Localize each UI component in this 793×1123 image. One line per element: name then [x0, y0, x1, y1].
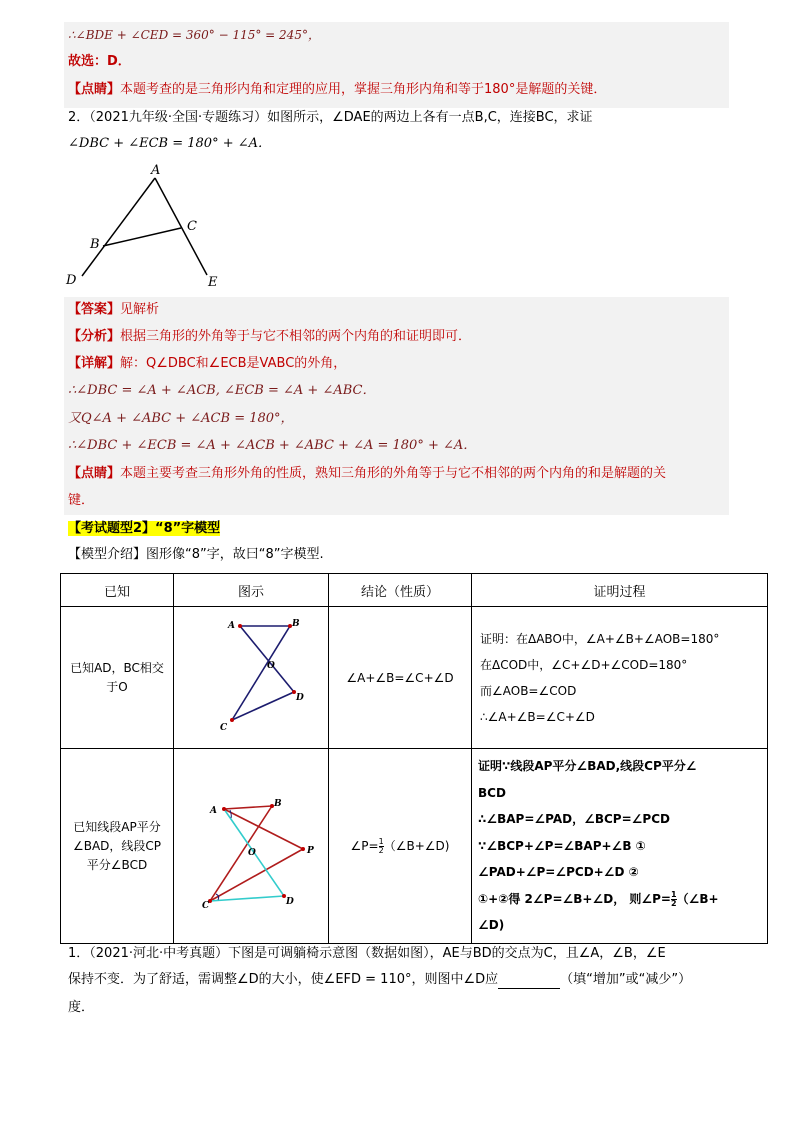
proof-line: 证明∵线段AP平分∠BAD,线段CP平分∠: [478, 759, 697, 774]
answer-tag: 【答案】: [68, 302, 121, 317]
header-conclusion: 结论（性质）: [329, 574, 472, 607]
label-d: D: [286, 897, 294, 907]
analysis-tag: 【分析】: [68, 329, 121, 344]
segment-bc: [103, 228, 181, 246]
label-a: A: [151, 163, 161, 178]
section-title: [68, 520, 220, 538]
segment-ab: [224, 806, 272, 809]
question-2-statement: ∠DBC + ∠ECB = 180° + ∠A．: [68, 136, 272, 151]
eight-bisector-figure: [174, 766, 326, 926]
answer-choice: 故选：D．: [68, 54, 131, 69]
label-c: C: [202, 901, 210, 911]
label-b: B: [274, 799, 282, 809]
detail-step-2: 又Q∠A + ∠ABC + ∠ACB = 180°，: [68, 411, 294, 426]
fraction-numerator: 1: [378, 837, 384, 846]
ray-ad: [82, 178, 155, 276]
header-proof: 证明过程: [472, 574, 768, 607]
point-text: 本题主要考查三角形外角的性质，熟知三角形的外角等于与它不相邻的两个内角的和是解题的关: [120, 466, 667, 481]
fraction-denominator: 2: [378, 846, 384, 855]
detail-step-1: ∴∠DBC = ∠A + ∠ACB, ∠ECB = ∠A + ∠ABC．: [68, 383, 376, 398]
label-d: D: [66, 273, 77, 288]
point-p: [301, 847, 305, 851]
question-1-line-2-suffix: （填“增加”或“减少”）: [560, 972, 692, 987]
row2-figure-cell: [174, 749, 329, 944]
ray-ae: [155, 178, 207, 275]
question-1-line-3: 度．: [68, 1000, 95, 1015]
label-o: O: [248, 848, 256, 858]
proof-last-prefix: ①+②得 2∠P=∠B+∠D， 则∠P=: [478, 891, 671, 906]
row2-conclusion: [329, 749, 472, 944]
section-title-text: 【考试题型2】“8”字模型: [68, 521, 221, 536]
answer-line: [68, 301, 159, 319]
segment-cd: [210, 896, 284, 901]
answer-blank[interactable]: [498, 974, 560, 989]
row1-proof: [472, 607, 768, 749]
proof-line: ∠D): [478, 918, 505, 933]
eight-figure: [174, 608, 326, 748]
row1-proof-lines: [480, 626, 759, 730]
header-figure: 图示: [174, 574, 329, 607]
conclusion-prefix: ∠P=: [350, 839, 379, 853]
fraction-denominator: 2: [670, 898, 677, 908]
question-1-line-2: [68, 971, 691, 989]
solution-line: ∴∠BDE + ∠CED = 360° − 115° = 245°，: [68, 28, 320, 42]
conclusion-suffix: （∠B+∠D): [383, 839, 450, 853]
proof-line: 在ΔCOD中，∠C+∠D+∠COD=180°: [480, 657, 688, 672]
table-header-row: [61, 574, 768, 607]
proof-line: BCD: [478, 785, 506, 800]
row2-proof-lines: [478, 753, 761, 939]
label-o: O: [267, 660, 275, 671]
point-line-2: 键．: [68, 493, 95, 508]
point-line: [68, 465, 666, 483]
proof-line: ∴∠A+∠B=∠C+∠D: [480, 709, 595, 724]
row2-known: 已知线段AP平分∠BAD，线段CP平分∠BCD: [61, 749, 174, 944]
question-2-text: 2．（2021九年级·全国·专题练习）如图所示，∠DAE的两边上各有一点B,C，连接BC，求证: [68, 110, 593, 125]
proof-line: ∵∠BCP+∠P=∠BAP+∠B ①: [478, 838, 646, 853]
fraction-numerator: 1: [670, 889, 677, 899]
proof-line: 证明：在ΔABO中，∠A+∠B+∠AOB=180°: [480, 631, 720, 646]
label-b: B: [292, 618, 300, 629]
proof-line: [478, 886, 761, 913]
table-row: [61, 749, 768, 944]
question-1-text: 1．（2021·河北·中考真题）下图是可调躺椅示意图（数据如图），AE与BD的交点为C，且∠A，∠B，∠E: [68, 946, 666, 961]
proof-line: ∠PAD+∠P=∠PCD+∠D ②: [478, 865, 639, 880]
proof-line: 而∠AOB=∠COD: [480, 683, 577, 698]
analysis-text: 根据三角形的外角等于与它不相邻的两个内角的和证明即可．: [120, 329, 472, 344]
label-a: A: [210, 806, 217, 816]
comment-tag: 【点睛】: [68, 82, 121, 97]
label-p: P: [307, 846, 314, 856]
segment-bc: [232, 626, 290, 720]
label-d: D: [296, 692, 304, 703]
label-c: C: [220, 722, 228, 733]
table-row: [61, 607, 768, 749]
segment-ap: [224, 809, 303, 849]
row1-known: 已知AD，BC相交于O: [61, 607, 174, 749]
segment-ad: [240, 626, 294, 692]
row1-conclusion: ∠A+∠B=∠C+∠D: [329, 607, 472, 749]
angle-dae-figure: [60, 160, 230, 294]
point-a: [238, 624, 242, 628]
segment-bc: [210, 806, 272, 901]
analysis-line: [68, 328, 471, 346]
comment-line: [68, 81, 606, 99]
question-1-line-2-prefix: 保持不变．为了舒适，需调整∠D的大小，使∠EFD = 110°，则图中∠D应: [68, 972, 499, 987]
point-a: [222, 807, 226, 811]
model-intro: 【模型介绍】图形像“8”字，故曰“8”字模型.: [68, 547, 324, 562]
row2-proof: [472, 749, 768, 944]
answer-text: 见解析: [120, 302, 160, 317]
header-known: 已知: [61, 574, 174, 607]
proof-line: ∴∠BAP=∠PAD，∠BCP=∠PCD: [478, 812, 670, 827]
comment-text: 本题考查的是三角形内角和定理的应用，掌握三角形内角和等于180°是解题的关键．: [120, 82, 607, 97]
point-tag: 【点睛】: [68, 466, 121, 481]
point-c: [230, 718, 234, 722]
detail-tag: 【详解】: [68, 356, 121, 371]
detail-line: [68, 355, 346, 373]
model-table: [60, 573, 768, 944]
label-b: B: [90, 237, 100, 252]
label-c: C: [187, 219, 197, 234]
detail-text: 解：Q∠DBC和∠ECB是VABC的外角，: [120, 356, 347, 371]
proof-last-suffix: （∠B+: [676, 891, 719, 906]
row1-figure-cell: [174, 607, 329, 749]
label-e: E: [208, 275, 218, 290]
detail-step-3: ∴∠DBC + ∠ECB = ∠A + ∠ACB + ∠ABC + ∠A = 180° + ∠A．: [68, 438, 477, 453]
label-a: A: [228, 620, 235, 631]
